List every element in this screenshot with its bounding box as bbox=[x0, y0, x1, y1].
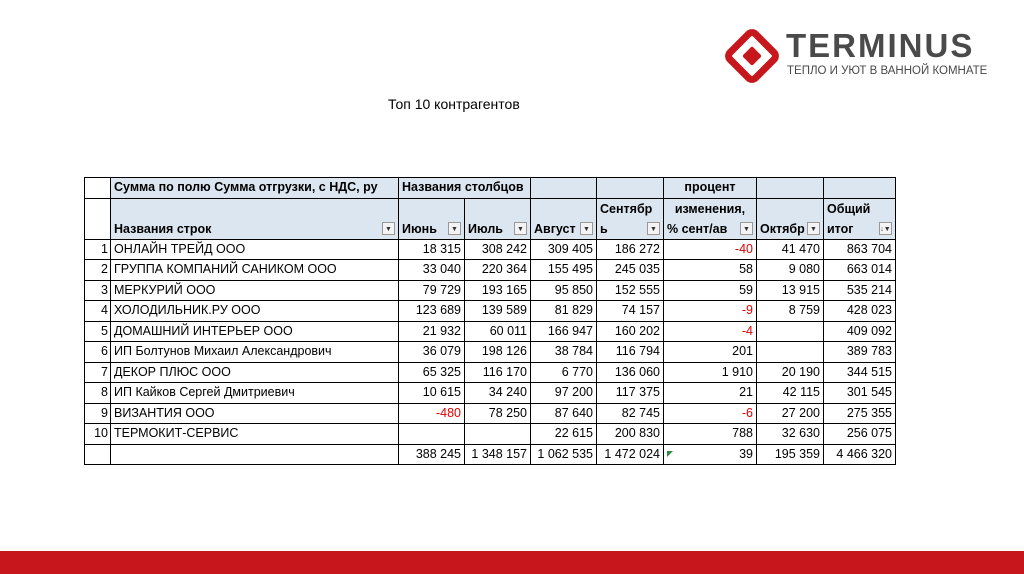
table-row bbox=[85, 280, 896, 301]
value-pct: 788 bbox=[664, 424, 757, 445]
value-july: 139 589 bbox=[465, 301, 531, 322]
counterparty-name[interactable]: ОНЛАЙН ТРЕЙД ООО bbox=[111, 239, 399, 260]
row-number: 5 bbox=[85, 321, 111, 342]
value-pct: 59 bbox=[664, 280, 757, 301]
counterparty-name[interactable]: ДЕКОР ПЛЮС ООО bbox=[111, 362, 399, 383]
value-total: 409 092 bbox=[824, 321, 896, 342]
value-june: 65 325 bbox=[399, 362, 465, 383]
value-aug: 81 829 bbox=[531, 301, 597, 322]
row-number: 4 bbox=[85, 301, 111, 322]
value-total: 256 075 bbox=[824, 424, 896, 445]
counterparty-name[interactable]: ДОМАШНИЙ ИНТЕРЬЕР ООО bbox=[111, 321, 399, 342]
value-july: 308 242 bbox=[465, 239, 531, 260]
dropdown-icon[interactable]: ▼ bbox=[807, 222, 820, 235]
value-pct: 58 bbox=[664, 260, 757, 281]
value-sep: 186 272 bbox=[597, 239, 664, 260]
value-aug: 95 850 bbox=[531, 280, 597, 301]
value-aug: 309 405 bbox=[531, 239, 597, 260]
counterparty-name[interactable]: ВИЗАНТИЯ ООО bbox=[111, 403, 399, 424]
rows-field-label: Названия строк bbox=[114, 221, 212, 236]
brand-name: TERMINUS bbox=[786, 27, 975, 64]
value-pct: -9 bbox=[664, 301, 757, 322]
row-number: 7 bbox=[85, 362, 111, 383]
corner-cell bbox=[85, 178, 111, 199]
header-row-1 bbox=[85, 178, 896, 199]
table-row bbox=[85, 424, 896, 445]
row-number: 2 bbox=[85, 260, 111, 281]
value-july bbox=[465, 424, 531, 445]
dropdown-icon[interactable]: ▼ bbox=[448, 222, 461, 235]
counterparty-name[interactable]: ХОЛОДИЛЬНИК.РУ ООО bbox=[111, 301, 399, 322]
value-june: 10 615 bbox=[399, 383, 465, 404]
col-header-october[interactable]: Октябр ▼ bbox=[757, 198, 824, 239]
value-sep: 160 202 bbox=[597, 321, 664, 342]
dropdown-icon[interactable]: ▼ bbox=[647, 222, 660, 235]
row-number: 6 bbox=[85, 342, 111, 363]
counterparty-name[interactable]: ТЕРМОКИТ-СЕРВИС bbox=[111, 424, 399, 445]
value-oct: 20 190 bbox=[757, 362, 824, 383]
value-pct: -40 bbox=[664, 239, 757, 260]
value-july: 193 165 bbox=[465, 280, 531, 301]
total-july: 1 348 157 bbox=[465, 444, 531, 465]
row-number: 3 bbox=[85, 280, 111, 301]
table-row bbox=[85, 321, 896, 342]
value-oct: 13 915 bbox=[757, 280, 824, 301]
value-sep: 200 830 bbox=[597, 424, 664, 445]
value-total: 301 545 bbox=[824, 383, 896, 404]
value-total: 535 214 bbox=[824, 280, 896, 301]
value-oct: 41 470 bbox=[757, 239, 824, 260]
value-oct: 8 759 bbox=[757, 301, 824, 322]
value-oct: 42 115 bbox=[757, 383, 824, 404]
col-header-june[interactable]: Июнь ▼ bbox=[399, 198, 465, 239]
page-title: Топ 10 контрагентов bbox=[388, 96, 520, 112]
value-pct: 201 bbox=[664, 342, 757, 363]
table-row bbox=[85, 403, 896, 424]
value-sep: 136 060 bbox=[597, 362, 664, 383]
table-row bbox=[85, 260, 896, 281]
counterparty-name[interactable]: ГРУППА КОМПАНИЙ САНИКОМ ООО bbox=[111, 260, 399, 281]
dropdown-icon[interactable]: ▼ bbox=[514, 222, 527, 235]
pivot-table bbox=[84, 177, 896, 465]
row-number: 9 bbox=[85, 403, 111, 424]
total-october: 195 359 bbox=[757, 444, 824, 465]
header-row-2 bbox=[85, 198, 896, 239]
value-aug: 97 200 bbox=[531, 383, 597, 404]
columns-field-label[interactable]: Названия столбцов bbox=[399, 178, 531, 199]
total-september: 1 472 024 bbox=[597, 444, 664, 465]
total-june: 388 245 bbox=[399, 444, 465, 465]
dropdown-icon[interactable]: ▼ bbox=[740, 222, 753, 235]
value-oct: 32 630 bbox=[757, 424, 824, 445]
row-number: 10 bbox=[85, 424, 111, 445]
counterparty-name[interactable]: МЕРКУРИЙ ООО bbox=[111, 280, 399, 301]
dropdown-icon[interactable]: ▼ bbox=[580, 222, 593, 235]
value-july: 34 240 bbox=[465, 383, 531, 404]
value-sep: 117 375 bbox=[597, 383, 664, 404]
col-header-pct-change[interactable]: изменения, % сент/ав ▼ bbox=[664, 198, 757, 239]
table-row bbox=[85, 342, 896, 363]
value-june: -480 bbox=[399, 403, 465, 424]
col-header-grand-total[interactable]: Общий итог ↓▼ bbox=[824, 198, 896, 239]
value-total: 428 023 bbox=[824, 301, 896, 322]
counterparty-name[interactable]: ИП Болтунов Михаил Александрович bbox=[111, 342, 399, 363]
value-pct: -6 bbox=[664, 403, 757, 424]
terminus-logo-icon bbox=[724, 26, 780, 86]
value-sep: 74 157 bbox=[597, 301, 664, 322]
total-grand: 4 466 320 bbox=[824, 444, 896, 465]
total-pct-change: 39 bbox=[664, 444, 757, 465]
footer-bar bbox=[0, 551, 1024, 574]
value-june bbox=[399, 424, 465, 445]
value-sep: 116 794 bbox=[597, 342, 664, 363]
value-aug: 6 770 bbox=[531, 362, 597, 383]
col-header-august[interactable]: Август ▼ bbox=[531, 198, 597, 239]
value-sep: 152 555 bbox=[597, 280, 664, 301]
value-aug: 166 947 bbox=[531, 321, 597, 342]
col-header-july[interactable]: Июль ▼ bbox=[465, 198, 531, 239]
brand-tagline: ТЕПЛО И УЮТ В ВАННОЙ КОМНАТЕ bbox=[787, 65, 988, 77]
value-july: 198 126 bbox=[465, 342, 531, 363]
value-june: 21 932 bbox=[399, 321, 465, 342]
rows-field-header[interactable] bbox=[111, 198, 399, 239]
value-total: 389 783 bbox=[824, 342, 896, 363]
value-july: 78 250 bbox=[465, 403, 531, 424]
value-aug: 87 640 bbox=[531, 403, 597, 424]
value-total: 275 355 bbox=[824, 403, 896, 424]
table-row bbox=[85, 383, 896, 404]
value-oct: 27 200 bbox=[757, 403, 824, 424]
values-field-label[interactable]: Сумма по полю Сумма отгрузки, с НДС, ру bbox=[111, 178, 399, 199]
table-row bbox=[85, 301, 896, 322]
value-sep: 245 035 bbox=[597, 260, 664, 281]
table-row bbox=[85, 239, 896, 260]
value-pct: 1 910 bbox=[664, 362, 757, 383]
value-oct bbox=[757, 321, 824, 342]
value-total: 863 704 bbox=[824, 239, 896, 260]
value-total: 344 515 bbox=[824, 362, 896, 383]
value-aug: 155 495 bbox=[531, 260, 597, 281]
value-pct: 21 bbox=[664, 383, 757, 404]
sort-filter-icon[interactable]: ↓▼ bbox=[879, 222, 892, 235]
error-indicator-icon bbox=[667, 451, 673, 457]
value-june: 18 315 bbox=[399, 239, 465, 260]
value-july: 220 364 bbox=[465, 260, 531, 281]
value-june: 123 689 bbox=[399, 301, 465, 322]
value-oct bbox=[757, 342, 824, 363]
row-number: 1 bbox=[85, 239, 111, 260]
row-number: 8 bbox=[85, 383, 111, 404]
pivot-body bbox=[85, 239, 896, 444]
totals-row bbox=[85, 444, 896, 465]
value-july: 60 011 bbox=[465, 321, 531, 342]
pct-header-line1: процент bbox=[664, 178, 757, 199]
total-august: 1 062 535 bbox=[531, 444, 597, 465]
value-oct: 9 080 bbox=[757, 260, 824, 281]
value-sep: 82 745 bbox=[597, 403, 664, 424]
dropdown-icon[interactable]: ▼ bbox=[382, 222, 395, 235]
value-june: 79 729 bbox=[399, 280, 465, 301]
col-header-september[interactable]: Сентябр ь ▼ bbox=[597, 198, 664, 239]
value-total: 663 014 bbox=[824, 260, 896, 281]
value-aug: 22 615 bbox=[531, 424, 597, 445]
counterparty-name[interactable]: ИП Кайков Сергей Дмитриевич bbox=[111, 383, 399, 404]
brand-logo bbox=[724, 26, 1010, 86]
value-aug: 38 784 bbox=[531, 342, 597, 363]
value-pct: -4 bbox=[664, 321, 757, 342]
value-june: 33 040 bbox=[399, 260, 465, 281]
value-july: 116 170 bbox=[465, 362, 531, 383]
value-june: 36 079 bbox=[399, 342, 465, 363]
table-row bbox=[85, 362, 896, 383]
